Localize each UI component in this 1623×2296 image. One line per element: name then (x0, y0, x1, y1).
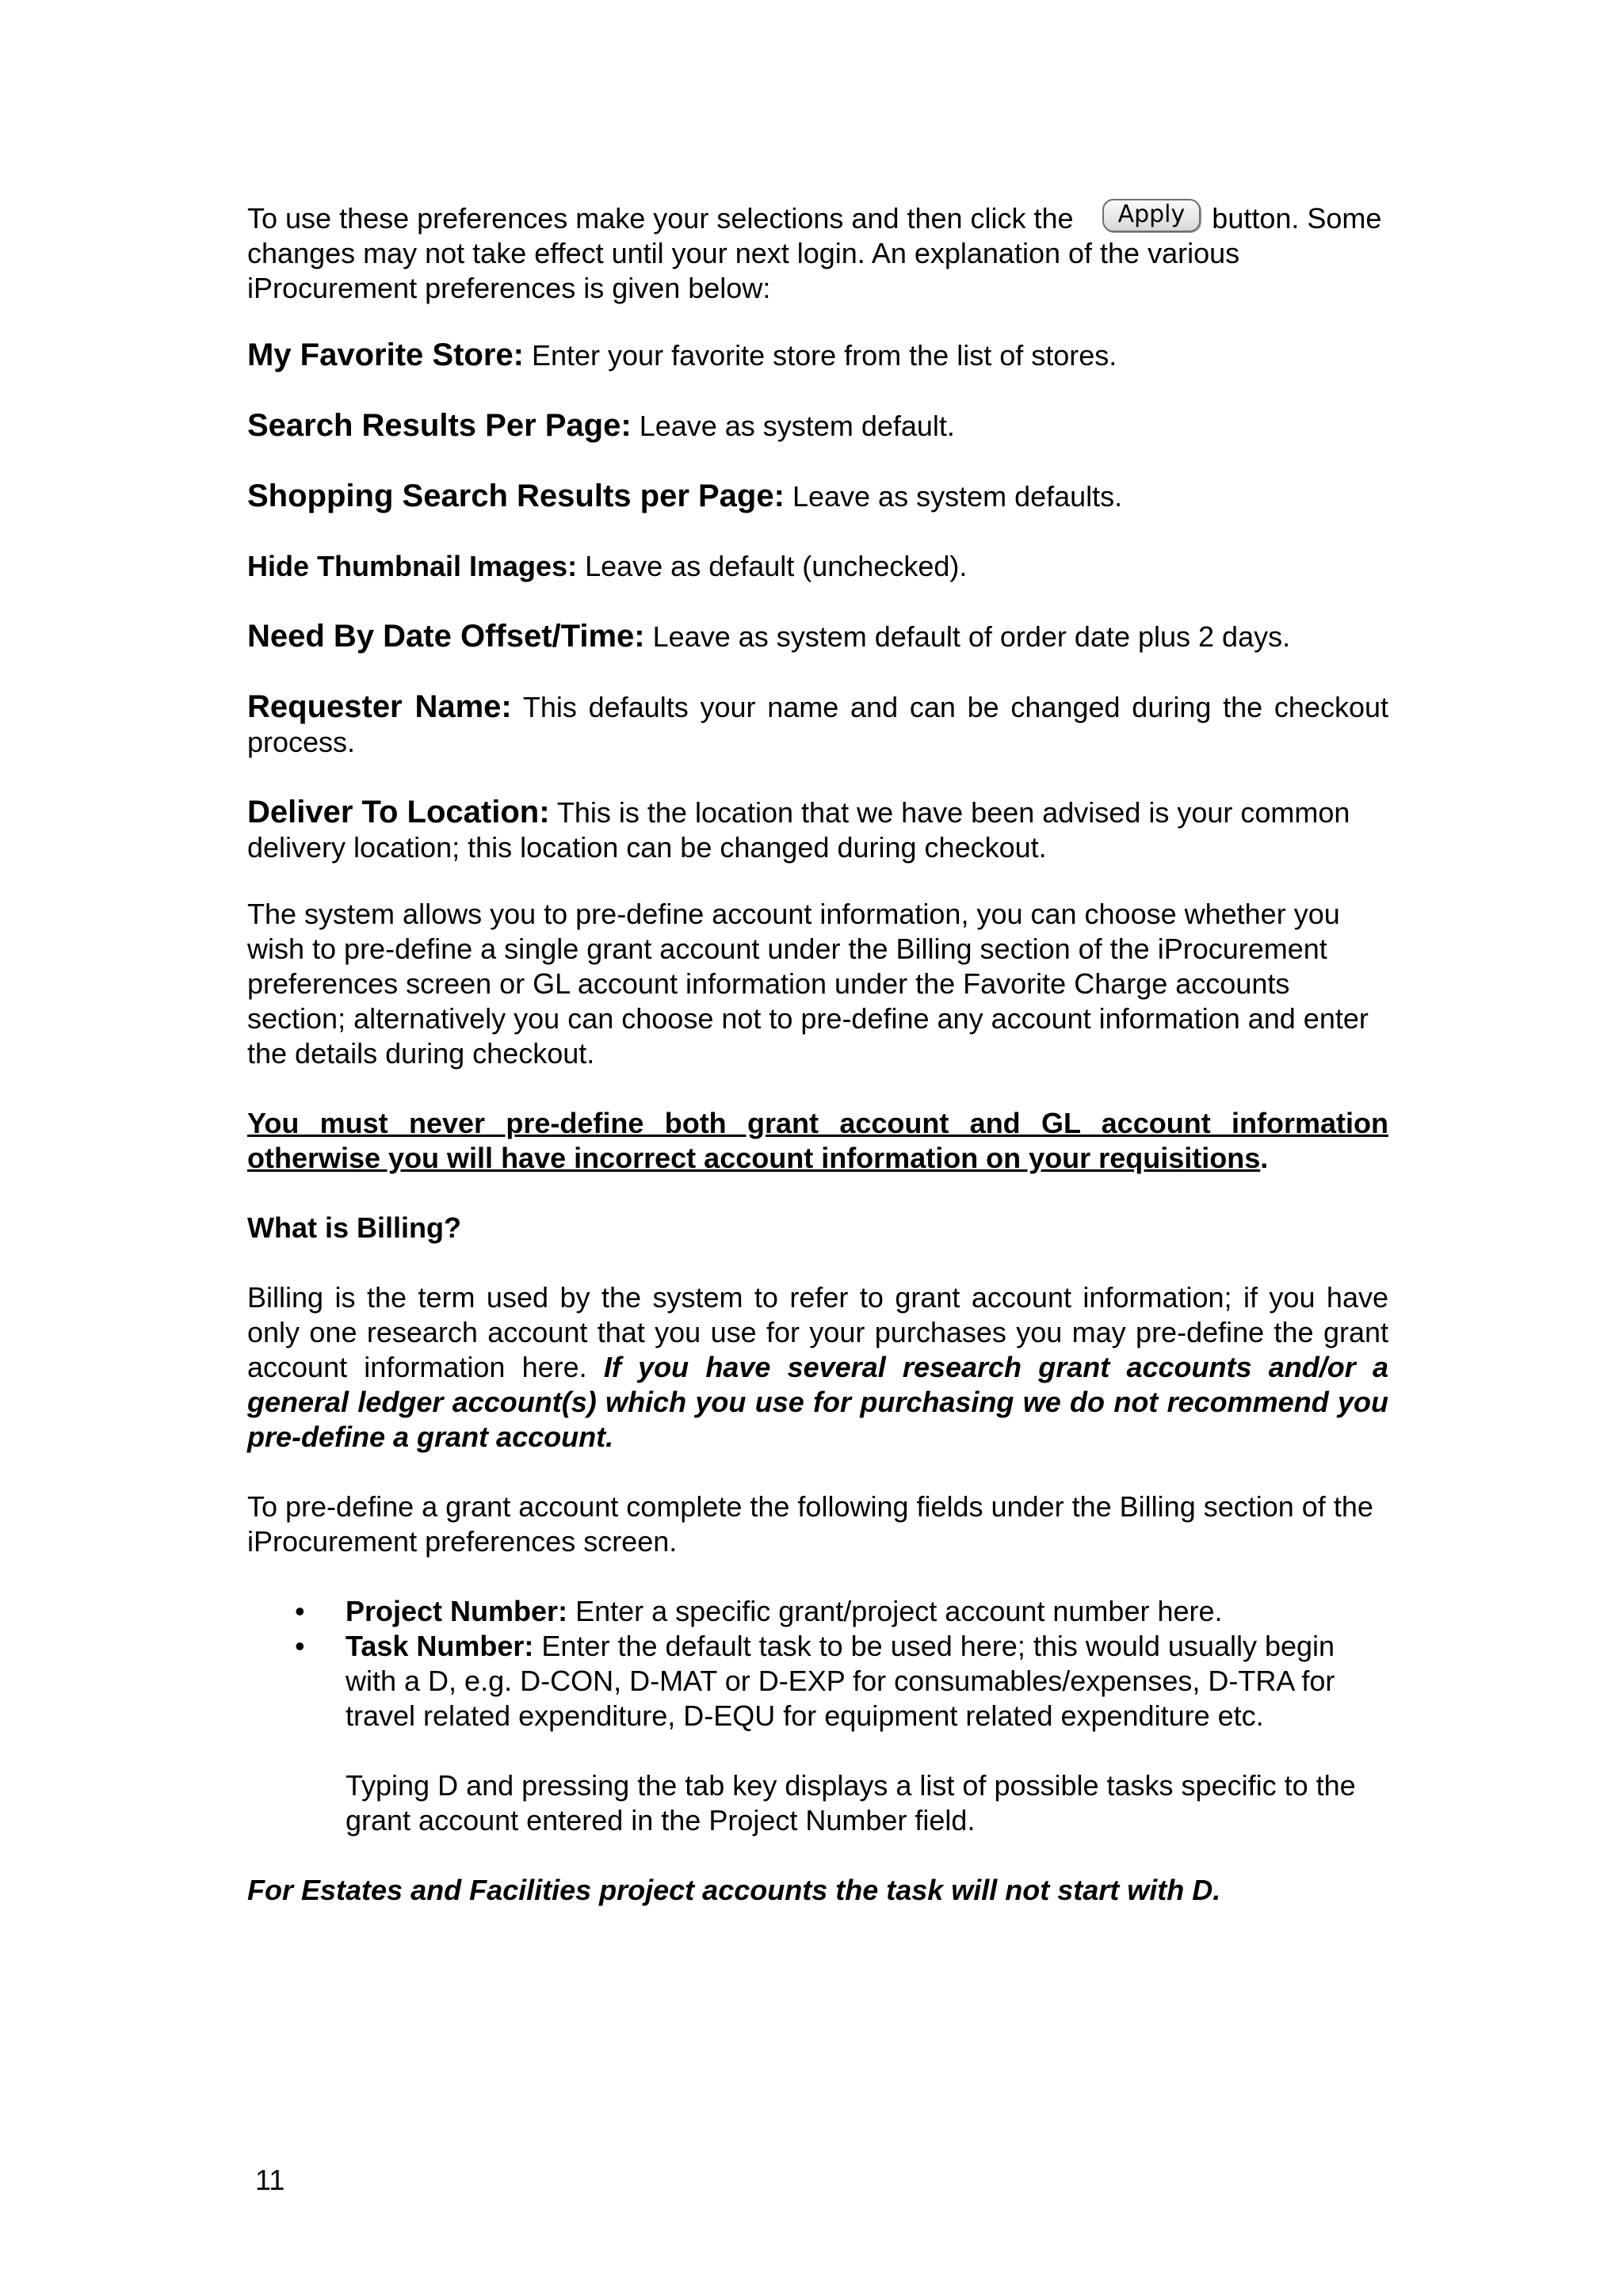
tab-key-note: Typing D and pressing the tab key displays a list of possible tasks specific to the grant account entered in the Project Number field. (346, 1769, 1356, 1836)
pref-label: Search Results Per Page: (247, 408, 632, 443)
pref-shopping-search-results (247, 479, 1388, 514)
billing-text: Billing is the term used by the system to refer to grant account information; if you have only one research account that you use for your purchases you may pre-define the grant account information here. (247, 1281, 1388, 1383)
warning-paragraph (247, 1106, 1388, 1176)
list-item (247, 1594, 1388, 1629)
pref-label: Need By Date Offset/Time: (247, 619, 645, 654)
field-label: Project Number: (346, 1595, 568, 1627)
account-paragraph: The system allows you to pre-define account information, you can choose whether you wish to pre-define a single grant account under the Billing section of the iProcurement preferences screen or GL account information under the Favorite Charge accounts section; alternatively you can choose not to pre-define any account information and enter the details during checkout. (247, 898, 1369, 1070)
billing-heading: What is Billing? (247, 1211, 461, 1244)
pref-text: Leave as system default of order date plus 2 days. (652, 620, 1291, 653)
billing-emphasis: If you have several research grant accounts and/or a general ledger account(s) which you use for purchasing we do not recommend you pre-define a grant account. (247, 1351, 1388, 1453)
apply-button-image: Apply (1102, 199, 1201, 232)
pref-label: Shopping Search Results per Page: (247, 479, 785, 513)
field-label: Task Number: (346, 1630, 534, 1662)
pref-text: This defaults your name and can be changed during the checkout process. (247, 691, 1388, 758)
pref-label: Deliver To Location: (247, 795, 550, 830)
intro-paragraph (247, 201, 1388, 306)
list-item (247, 1629, 1388, 1838)
pref-favorite-store (247, 338, 1388, 373)
warning-period: . (1260, 1142, 1269, 1174)
field-list (247, 1594, 1388, 1838)
field-text: Enter a specific grant/project account number here. (575, 1595, 1223, 1627)
pref-search-results (247, 408, 1388, 444)
billing-paragraph (247, 1280, 1388, 1455)
pref-text: Leave as system defaults. (792, 480, 1123, 513)
field-text: Enter the default task to be used here; this would usually begin with a D, e.g. D-CON, D-MAT or D-EXP for consumables/expenses, D-TRA for travel related expenditure, D-EQU for equipment related expenditure etc. (346, 1630, 1335, 1732)
page-number: 11 (255, 2164, 285, 2196)
pref-need-by-date (247, 619, 1388, 654)
predefine-paragraph: To pre-define a grant account complete the following fields under the Billing section of the iProcurement preferences screen. (247, 1490, 1373, 1558)
pref-label: Requester Name: (247, 689, 512, 724)
warning-text: You must never pre-define both grant account and GL account information otherwise you will have incorrect account information on your requisitions (247, 1107, 1388, 1174)
pref-label: My Favorite Store: (247, 338, 524, 372)
intro-text-after: button. Some changes may not take effect until your next login. An explanation of the various iProcurement preferences is given below: (247, 202, 1382, 304)
pref-label: Hide Thumbnail Images: (247, 550, 578, 582)
document-body (247, 201, 1388, 1908)
pref-text: Enter your favorite store from the list of stores. (531, 339, 1117, 372)
pref-requester-name (247, 689, 1388, 760)
bullet-icon: • (295, 1595, 305, 1627)
bullet-icon: • (295, 1630, 305, 1662)
pref-text: Leave as system default. (639, 410, 955, 442)
pref-deliver-to-location (247, 795, 1388, 865)
closing-note: For Estates and Facilities project accounts the task will not start with D. (247, 1874, 1221, 1906)
pref-hide-thumbnails (247, 549, 1388, 584)
intro-text-before: To use these preferences make your selections and then click the (247, 202, 1074, 235)
pref-text: This is the location that we have been advised is your common delivery location; this location can be changed during checkout. (247, 796, 1350, 864)
pref-text: Leave as default (unchecked). (585, 550, 968, 582)
